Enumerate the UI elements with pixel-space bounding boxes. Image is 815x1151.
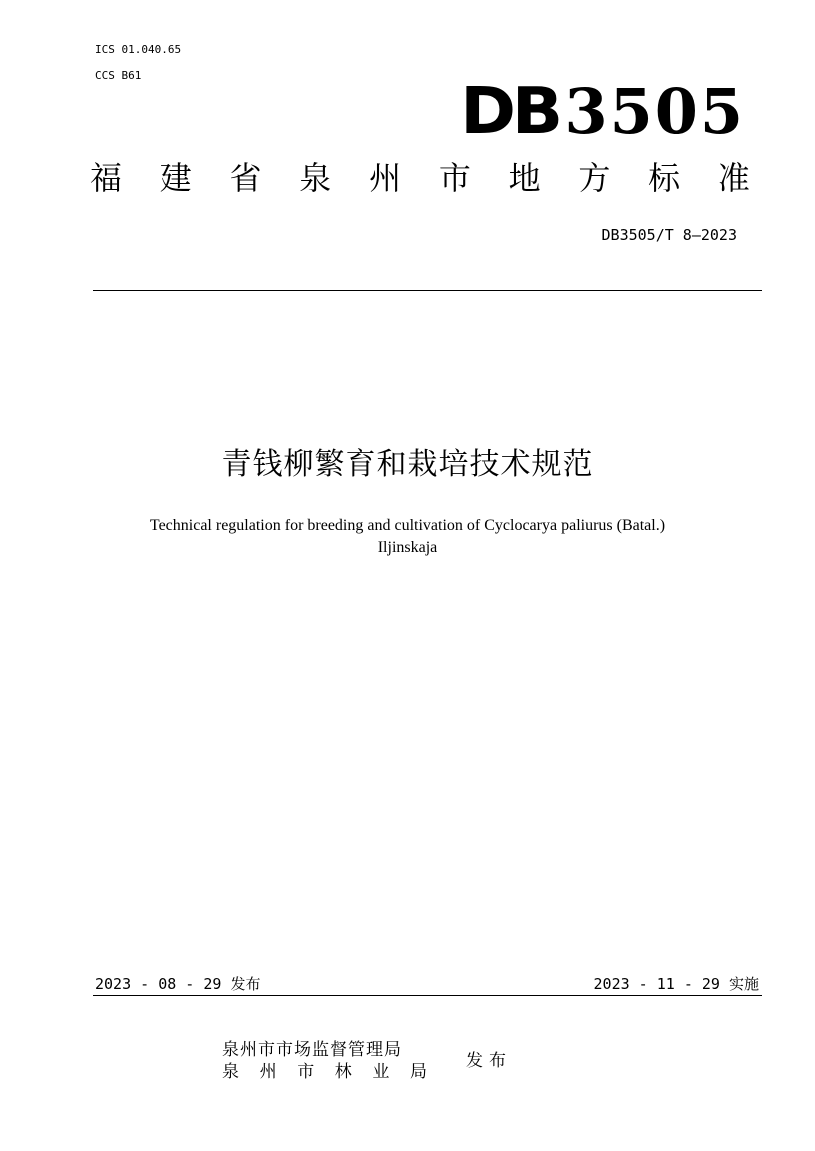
logo-letters: DB <box>459 75 559 149</box>
chinese-title: 青钱柳繁育和栽培技术规范 <box>221 447 594 482</box>
issuer-char: 业 <box>372 1062 390 1082</box>
issuer-forestry-bureau <box>222 1061 427 1083</box>
bottom-divider <box>93 995 762 996</box>
issuing-authorities <box>222 1039 432 1083</box>
top-divider <box>93 290 762 291</box>
standard-code: DB3505/T 8—2023 <box>601 226 737 244</box>
standard-type-char: 方 <box>578 159 611 197</box>
ics-code: ICS 01.040.65 <box>95 43 182 56</box>
standard-type-char: 福 <box>90 159 123 197</box>
db-logo <box>459 75 745 149</box>
standard-type-char: 准 <box>717 159 750 197</box>
standard-type-char: 市 <box>438 159 471 197</box>
logo-number: 3505 <box>564 75 745 148</box>
standard-type-char: 泉 <box>299 159 332 197</box>
standard-type-title <box>90 158 750 198</box>
issuer-char: 市 <box>297 1062 315 1082</box>
standard-type-char: 建 <box>159 159 192 197</box>
issuer-char: 局 <box>409 1062 427 1082</box>
english-title <box>60 515 755 559</box>
issuer-char: 州 <box>259 1062 277 1082</box>
publish-label: 发布 <box>466 1051 512 1071</box>
issue-date: 2023 - 08 - 29 发布 <box>95 975 261 993</box>
implement-date: 2023 - 11 - 29 实施 <box>593 975 759 993</box>
english-title-line: Technical regulation for breeding and cultivation of Cyclocarya paliurus (Batal.) <box>149 517 666 534</box>
ccs-code: CCS B61 <box>95 69 142 82</box>
standard-type-char: 州 <box>369 159 402 197</box>
standard-type-char: 地 <box>508 159 541 197</box>
english-title-line: Iljinskaja <box>377 539 438 556</box>
standard-type-char: 省 <box>229 159 262 197</box>
issuer-char: 林 <box>334 1062 352 1082</box>
issuer-char: 泉 <box>222 1062 239 1082</box>
standard-type-char: 标 <box>648 159 681 197</box>
issuer-market-regulation: 泉州市市场监督管理局 <box>222 1040 402 1060</box>
